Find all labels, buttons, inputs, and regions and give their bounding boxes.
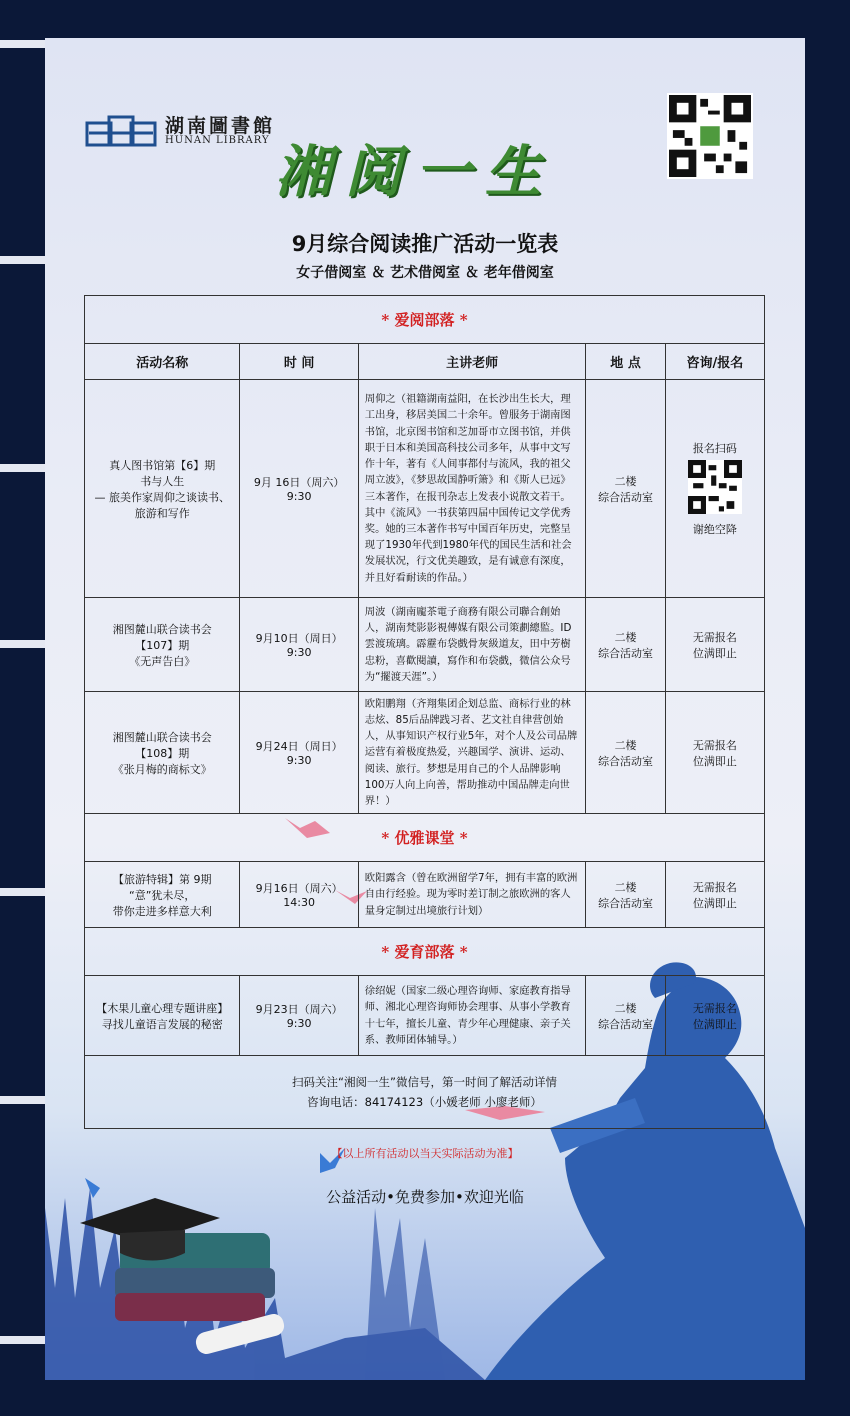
signup-note: 谢绝空降 — [692, 523, 737, 536]
activity-signup: 无需报名 位满即止 — [665, 976, 764, 1056]
activity-place: 二楼 综合活动室 — [586, 692, 665, 814]
column-header: 活动名称 — [85, 344, 240, 380]
activity-table — [84, 295, 765, 1129]
activity-signup — [665, 380, 764, 598]
column-header: 时 间 — [240, 344, 358, 380]
activity-time: 9月24日（周日） 9:30 — [240, 692, 358, 814]
activity-time: 9月16日（周六） 14:30 — [240, 862, 358, 928]
activity-teacher: 周波（湖南龐茶電子商務有限公司聯合創始人，湖南梵影影視傳媒有限公司策劃總監。ID雲渡琉璃。霹靂布袋戲骨灰級道友，田中芳樹忠粉，喜歡閱讀，寫作和布袋戲，微信公众号为“擺渡天涯”。） — [358, 598, 586, 692]
table-row — [85, 862, 765, 928]
activity-teacher: 欧阳鹏翔（齐翔集团企划总监、商标行业的林志炫、85后品牌践习者、艺文社自律营创始人，从事知识产权行业5年，对个人及公司品牌运营有着极度热爱，兴趣国学、演讲、运动、阅读、旅行。梦想是用自己的个人品牌影响100万人向上向善，帮助推动中国品牌走向世界！） — [358, 692, 586, 814]
activity-time: 9月23日（周六） 9:30 — [240, 976, 358, 1056]
table-row — [85, 598, 765, 692]
qr-code-icon[interactable] — [667, 93, 753, 179]
activity-signup: 无需报名 位满即止 — [665, 598, 764, 692]
frame-gap — [0, 464, 45, 472]
frame-gap — [0, 640, 45, 648]
page-title: 9月综合阅读推广活动一览表 — [291, 232, 559, 256]
footer-phone-line: 咨询电话：84174123（小媛老师 小廖老师） — [307, 1095, 542, 1109]
activity-place: 二楼 综合活动室 — [586, 380, 665, 598]
slogan-text: 公益活动•免费参加•欢迎光临 — [326, 1188, 524, 1206]
qr-code-icon[interactable] — [688, 460, 742, 514]
footer-wechat-line: 扫码关注“湘阅一生”微信号，第一时间了解活动详情 — [292, 1075, 557, 1089]
activity-name: 【旅游特辑】第 9期 “意”犹未尽， 带你走进多样意大利 — [85, 862, 240, 928]
library-name-en: HUNAN LIBRARY — [165, 135, 270, 146]
activity-signup: 无需报名 位满即止 — [665, 692, 764, 814]
brand-title: 湘阅一生 — [275, 139, 555, 205]
table-row — [85, 976, 765, 1056]
section-title: * 爱阅部落 * — [85, 296, 765, 344]
activity-name: 湘图麓山联合读书会 【107】期 《无声告白》 — [85, 598, 240, 692]
activity-signup: 无需报名 位满即止 — [665, 862, 764, 928]
section-title: * 优雅课堂 * — [85, 814, 765, 862]
activity-place: 二楼 综合活动室 — [586, 976, 665, 1056]
column-header: 咨询/报名 — [665, 344, 764, 380]
activity-name: 湘图麓山联合读书会 【108】期 《张月梅的商标文》 — [85, 692, 240, 814]
notice-text: 【以上所有活动以当天实际活动为准】 — [331, 1147, 519, 1160]
right-frame — [805, 0, 850, 1416]
activity-place: 二楼 综合活动室 — [586, 862, 665, 928]
activity-name: 【木果儿童心理专题讲座】 寻找儿童语言发展的秘密 — [85, 976, 240, 1056]
frame-gap — [0, 1336, 45, 1344]
page-subtitle: 女子借阅室 ＆ 艺术借阅室 ＆ 老年借阅室 — [296, 265, 554, 281]
poster — [45, 38, 805, 1380]
section-title: * 爱育部落 * — [85, 928, 765, 976]
library-logo-icon — [85, 111, 157, 151]
activity-place: 二楼 综合活动室 — [586, 598, 665, 692]
library-logo — [85, 111, 285, 151]
column-header: 地 点 — [586, 344, 665, 380]
table-row — [85, 380, 765, 598]
table-row — [85, 692, 765, 814]
activity-name: 真人图书馆第【6】期 书与人生 — 旅美作家周仰之谈读书、旅游和写作 — [85, 380, 240, 598]
activity-time: 9月 16日（周六） 9:30 — [240, 380, 358, 598]
library-name-zh: 湖南圖書館 — [165, 115, 276, 137]
frame-gap — [0, 40, 45, 48]
activity-teacher: 欧阳露含（曾在欧洲留学7年，拥有丰富的欧洲自由行经验。现为零时差订制之旅欧洲的客人量身定制过出境旅行计划） — [358, 862, 586, 928]
table-header-row — [85, 344, 765, 380]
activity-time: 9月10日（周日） 9:30 — [240, 598, 358, 692]
frame-gap — [0, 1096, 45, 1104]
table-footer — [85, 1056, 765, 1129]
left-frame — [0, 0, 45, 1416]
frame-gap — [0, 888, 45, 896]
activity-teacher: 徐绍妮（国家二级心理咨询师、家庭教育指导师、湘北心理咨询师协会理事、从事小学教育十七年，擅长儿童、青少年心理健康、亲子关系、教师团体辅导。） — [358, 976, 586, 1056]
column-header: 主讲老师 — [358, 344, 586, 380]
activity-teacher: 周仰之（祖籍湖南益阳，在长沙出生长大，理工出身，移居美国二十余年。曾服务于湖南图书馆，北京图书馆和芝加哥市立图书馆，并供职于日本和美国高科技公司多年，从事中文写作十年，著有《人间事都付与流风，我的祖父周立波》，《梦思故国静听箫》和《斯人已远》三本著作，在报刊杂志上发表小说散文若干。其中《流风》一书获第四届中国传记文学优秀奖。她的三本著作书写中国百年历史，完整呈现了1930年代到1980年代的国民生活和社会发展状况，行文优美趣致，是有诚意有深度，并且好看耐读的作品。） — [358, 380, 586, 598]
signup-label: 报名扫码 — [692, 442, 737, 455]
frame-gap — [0, 256, 45, 264]
